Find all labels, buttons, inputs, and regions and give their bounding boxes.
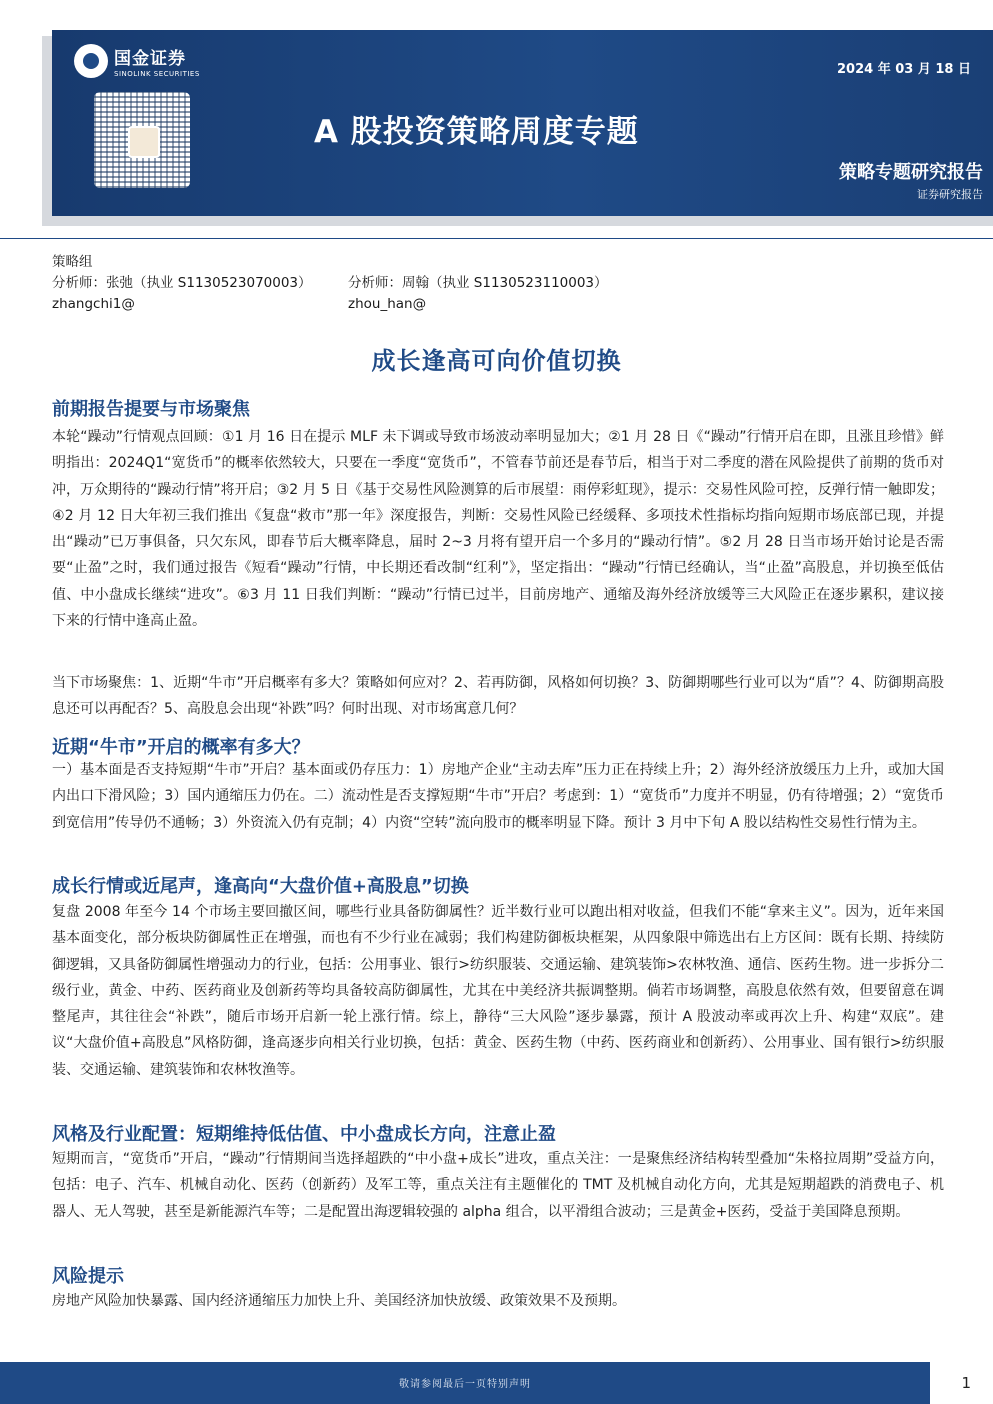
section-heading: 风格及行业配置：短期维持低估值、中小盘成长方向，注意止盈: [52, 1124, 556, 1145]
page-number: 1: [961, 1374, 971, 1392]
section-heading: 近期“牛市”开启的概率有多大？: [52, 737, 310, 758]
analyst-1-email: zhangchi1@: [52, 296, 135, 312]
logo-en: SINOLINK SECURITIES: [114, 70, 200, 78]
analyst-2-email: zhou_han@: [348, 296, 427, 312]
author-block: [52, 252, 608, 315]
report-type: 策略专题研究报告: [839, 162, 983, 183]
report-date: 2024 年 03 月 18 日: [837, 62, 971, 77]
report-series-title: A 股投资策略周度专题: [314, 114, 639, 150]
header-banner: [52, 30, 993, 216]
section-heading: 前期报告提要与市场聚焦: [52, 399, 250, 420]
analyst-1: 分析师：张弛（执业 S1130523070003）: [52, 275, 312, 291]
section-paragraph: 短期而言，“宽货币”开启，“躁动”行情期间当选择超跌的“中小盘+成长”进攻，重点关注：一是聚焦经济结构转型叠加“朱格拉周期”受益方向，包括：电子、汽车、机械自动化、医药（创新药）及军工等，重点关注有主题催化的 TMT 及机械自动化方向，尤其是短期超跌的消费电子、机器人、无人驾驶，甚至是新能源汽车等；二是配置出海逻辑较强的 alpha 组合，以平滑组合波动；三是黄金+医药，受益于美国降息预期。: [52, 1151, 944, 1220]
main-title: 成长逢高可向价值切换: [371, 347, 622, 375]
logo-cn: 国金证券: [114, 49, 186, 69]
section-heading: 风险提示: [52, 1266, 124, 1287]
section-paragraph: 当下市场聚焦：1、近期“牛市”开启概率有多大？策略如何应对？2、若再防御，风格如何切换？3、防御期哪些行业可以为“盾”？4、防御期高股息还可以再配否？5、高股息会出现“补跌”吗？何时出现、对市场寓意几何？: [52, 675, 944, 718]
analyst-2: 分析师：周翰（执业 S1130523110003）: [348, 275, 608, 291]
section-heading: 成长行情或近尾声，逢高向“大盘价值+高股息”切换: [52, 876, 469, 897]
section-paragraph: 本轮“躁动”行情观点回顾：①1 月 16 日在提示 MLF 未下调或导致市场波动率明显加大；②1 月 28 日《“躁动”行情开启在即，且涨且珍惜》鲜明指出：2024Q1“宽货币”的概率依然较大，只要在一季度“宽货币”，不管春节前还是春节后，相当于对二季度的潜在风险提供了前期的货币对冲，万众期待的“躁动行情”将开启；③2 月 5 日《基于交易性风险测算的后市展望：雨停彩虹现》，提示：交易性风险可控，反弹行情一触即发；④2 月 12 日大年初三我们推出《复盘“救市”那一年》深度报告，判断：交易性风险已经缓释、多项技术性指标均指向短期市场底部已现，并提出“躁动”已万事俱备，只欠东风，即春节后大概率降息，届时 2~3 月将有望开启一个多月的“躁动行情”。⑤2 月 28 日当市场开始讨论是否需要“止盈”之时，我们通过报告《短看“躁动”行情，中长期还看改制“红利”》，坚定指出：“躁动”行情已经确认，当“止盈”高股息，并切换至低估值、中小盘成长继续“进攻”。⑥3 月 11 日我们判断：“躁动”行情已过半，目前房地产、通缩及海外经济放缓等三大风险正在逐步累积，建议接下来的行情中逢高止盈。: [52, 429, 944, 630]
qr-center-logo: [128, 126, 160, 158]
section-paragraph: 房地产风险加快暴露、国内经济通缩压力加快上升、美国经济加快放缓、政策效果不及预期。: [52, 1293, 626, 1309]
section-paragraph: 一）基本面是否支持短期“牛市”开启？基本面或仍存压力：1）房地产企业“主动去库”压力正在持续上升；2）海外经济放缓压力上升，或加大国内出口下滑风险；3）国内通缩压力仍在。二）流动性是否支撑短期“牛市”开启？考虑到：1）“宽货币”力度并不明显，仍有待增强；2）“宽货币到宽信用”传导仍不通畅；3）外资流入仍有克制；4）内资“空转”流向股市的概率明显下降。预计 3 月中下旬 A 股以结构性交易性行情为主。: [52, 762, 944, 831]
qr-code-icon: [94, 92, 190, 188]
sinolink-logo-icon: [74, 44, 108, 78]
company-logo: [74, 44, 200, 78]
section-paragraph: 复盘 2008 年至今 14 个市场主要回撤区间，哪些行业具备防御属性？近半数行业可以跑出相对收益，但我们不能“拿来主义”。因为，近年来国基本面变化，部分板块防御属性正在增强，而也有不少行业在减弱；我们构建防御板块框架，从四象限中筛选出右上方区间：既有长期、持续防御逻辑，又具备防御属性增强动力的行业，包括：公用事业、银行>纺织服装、交通运输、建筑装饰>农林牧渔、通信、医药生物。进一步拆分二级行业，黄金、中药、医药商业及创新药等均具备较高防御属性，尤其在中美经济共振调整期。倘若市场调整，高股息依然有效，但要留意在调整尾声，其往往会“补跌”，随后市场开启新一轮上涨行情。综上，静待“三大风险”逐步暴露，预计 A 股波动率或再次上升、构建“双底”。建议“大盘价值+高股息”风格防御，逢高逐步向相关行业切换，包括：黄金、医药生物（中药、医药商业和创新药）、公用事业、国有银行>纺织服装、交通运输、建筑装饰和农林牧渔等。: [52, 904, 944, 1078]
report-subtype: 证券研究报告: [917, 188, 983, 201]
team-name: 策略组: [52, 254, 93, 270]
header-divider: [0, 238, 993, 239]
disclaimer-note: 敬请参阅最后一页特别声明: [399, 1379, 531, 1390]
